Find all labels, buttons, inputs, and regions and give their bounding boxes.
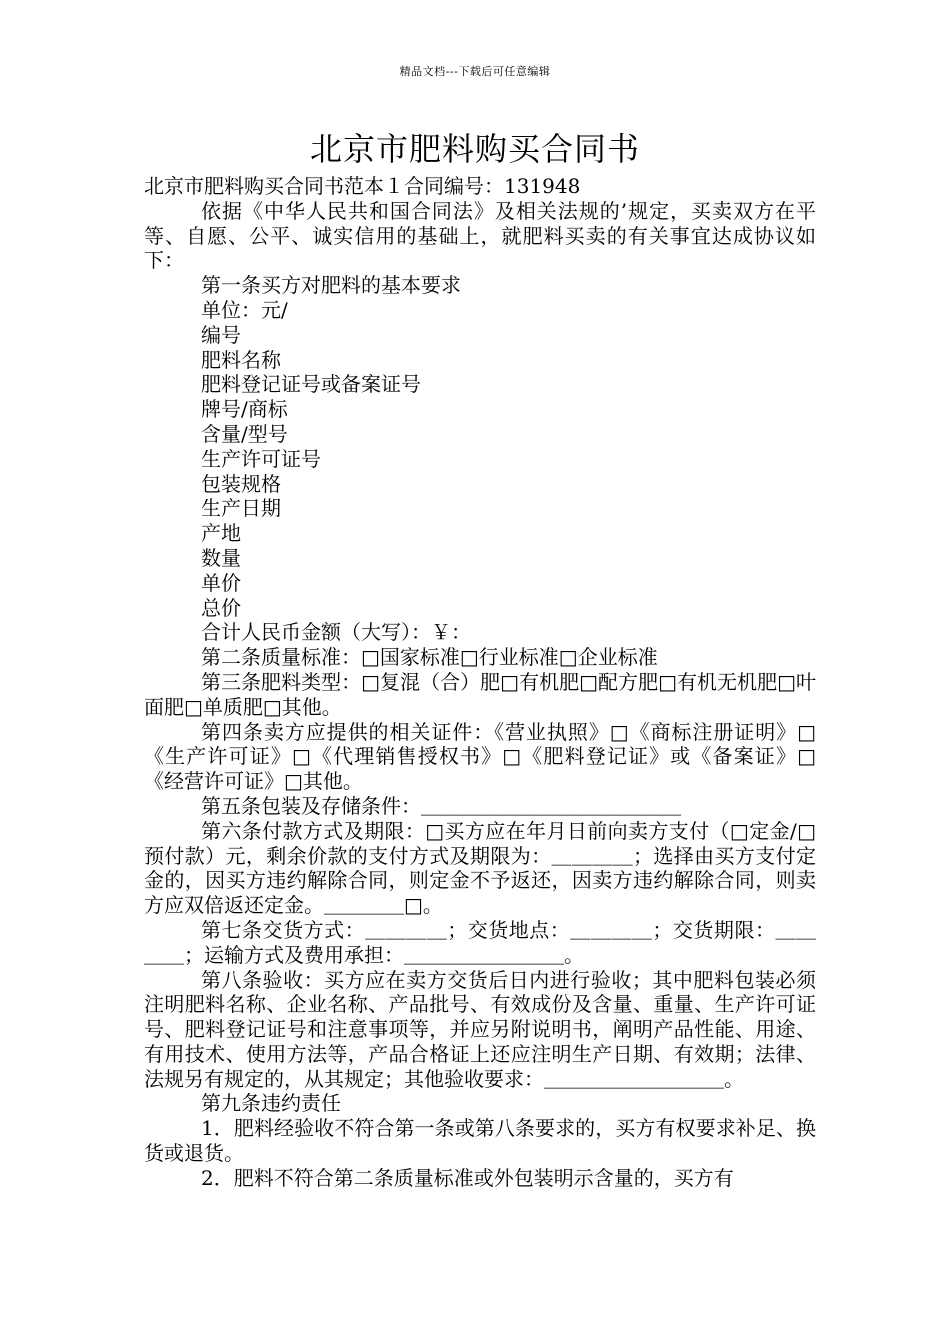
- document-title: 北京市肥料购买合同书: [309, 130, 640, 168]
- clause-6-payment: 第六条付款方式及期限：□买方应在年月日前向卖方支付（□定金/□预付款）元，剩余价款的支付方式及期限为：＿＿＿＿；选择由买方支付定金的，因买方违约解除合同，则定金不予返还，因卖方违约解除合同，则卖方应双倍返还定金。＿＿＿＿□。: [144, 818, 816, 918]
- clause-7-delivery: 第七条交货方式：＿＿＿＿；交货地点：＿＿＿＿；交货期限：＿＿＿＿；运输方式及费用承担：＿＿＿＿＿＿＿＿。: [144, 917, 816, 967]
- clause-5-packaging: 第五条包装及存储条件：＿＿＿＿＿＿＿＿＿＿＿＿＿: [201, 793, 681, 818]
- clause-9-item-1: 1．肥料经验收不符合第一条或第八条要求的，买方有权要求补足、换货或退货。: [144, 1116, 816, 1166]
- list-item-content-model: 含量/型号: [201, 421, 288, 446]
- list-item-production-license: 生产许可证号: [201, 446, 321, 471]
- list-item-registration-number: 肥料登记证号或备案证号: [201, 372, 421, 397]
- list-item-brand: 牌号/商标: [201, 397, 288, 422]
- list-item-package-spec: 包装规格: [201, 471, 281, 496]
- contract-subtitle: 北京市肥料购买合同书范本１合同编号：131948: [144, 174, 581, 198]
- list-item-unit: 单位：元/: [201, 297, 288, 322]
- list-item-total-price: 总价: [201, 595, 241, 620]
- list-item-number: 编号: [201, 322, 241, 347]
- clause-3-type: 第三条肥料类型：□复混（合）肥□有机肥□配方肥□有机无机肥□叶面肥□单质肥□其他。: [144, 669, 816, 719]
- clause-2-quality: 第二条质量标准：□国家标准□行业标准□企业标准: [201, 645, 658, 670]
- paragraph-preamble: 依据《中华人民共和国合同法》及相关法规的’规定，买卖双方在平等、自愿、公平、诚实信用的基础上，就肥料买卖的有关事宜达成协议如下：: [144, 198, 816, 273]
- document-body: [144, 174, 816, 1191]
- list-item-production-date: 生产日期: [201, 496, 281, 521]
- total-amount-line: 合计人民币金额（大写）：￥：: [201, 620, 471, 645]
- list-item-unit-price: 单价: [201, 570, 241, 595]
- clause-4-certificates: 第四条卖方应提供的相关证件：《营业执照》□《商标注册证明》□《生产许可证》□《代理销售授权书》□《肥料登记证》或《备案证》□《经营许可证》□其他。: [144, 719, 816, 794]
- clause-8-inspection: 第八条验收：买方应在卖方交货后日内进行验收；其中肥料包装必须注明肥料名称、企业名称、产品批号、有效成份及含量、重量、生产许可证号、肥料登记证号和注意事项等，并应另附说明书，阐明产品性能、用途、有用技术、使用方法等，产品合格证上还应注明生产日期、有效期；法律、法规另有规定的，从其规定；其他验收要求：＿＿＿＿＿＿＿＿＿。: [144, 967, 816, 1091]
- list-item-origin: 产地: [201, 521, 241, 546]
- list-item-fertilizer-name: 肥料名称: [201, 347, 281, 372]
- list-item-quantity: 数量: [201, 545, 241, 570]
- clause-9-item-2: 2．肥料不符合第二条质量标准或外包装明示含量的，买方有: [201, 1165, 734, 1190]
- page-header-note: 精品文档---下载后可任意编辑: [399, 65, 551, 78]
- clause-1-heading: 第一条买方对肥料的基本要求: [201, 273, 461, 298]
- clause-9-heading: 第九条违约责任: [201, 1091, 341, 1116]
